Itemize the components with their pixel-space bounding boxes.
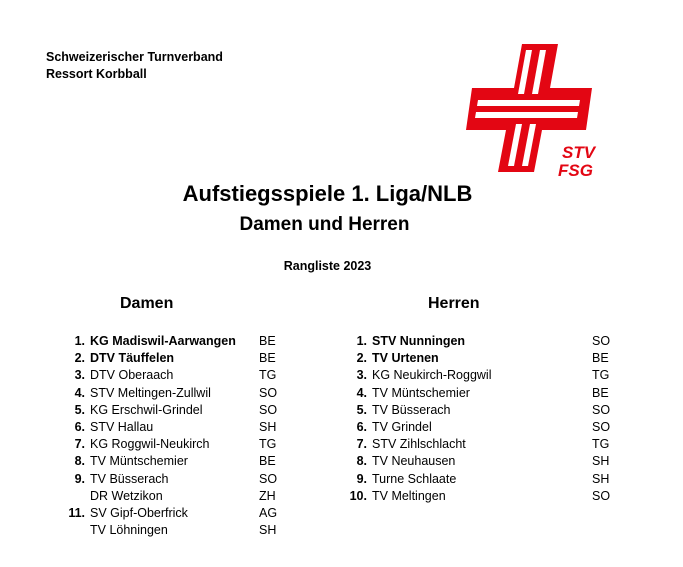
ranking-row <box>49 453 289 470</box>
rank-number: 7. <box>74 437 85 452</box>
organization-name: Schweizerischer Turnverband <box>46 50 223 64</box>
ranking-row <box>331 385 621 402</box>
team-name: STV Hallau <box>90 419 154 434</box>
team-canton: AG <box>259 505 278 520</box>
team-name: TV Neuhausen <box>372 454 456 469</box>
team-name: TV Büsserach <box>372 402 451 417</box>
team-name: TV Büsserach <box>90 471 169 486</box>
rank-number: 1. <box>356 334 367 348</box>
ranking-row <box>331 333 621 350</box>
ranking-row <box>49 350 289 367</box>
ranking-title: Rangliste 2023 <box>283 259 372 273</box>
team-name: Turne Schlaate <box>372 471 457 486</box>
rank-number: 4. <box>356 385 367 400</box>
ranking-row <box>49 367 289 384</box>
ranking-row <box>49 488 289 505</box>
rank-number: 8. <box>74 454 85 469</box>
ranking-row <box>331 350 621 367</box>
ranking-row <box>331 453 621 470</box>
herren-ranking-list <box>331 333 621 505</box>
team-canton: SH <box>259 523 277 538</box>
rank-number: 10. <box>349 488 367 503</box>
team-name: KG Madiswil-Aarwangen <box>90 334 236 348</box>
team-canton: BE <box>592 351 609 366</box>
rank-number: 8. <box>356 454 367 469</box>
team-name: DTV Täuffelen <box>90 351 175 366</box>
team-canton: TG <box>259 437 277 452</box>
rank-number: 5. <box>74 402 85 417</box>
ranking-row <box>331 402 621 419</box>
ranking-row <box>49 522 289 539</box>
rank-number: 5. <box>356 402 367 417</box>
ranking-row <box>49 402 289 419</box>
organization-department: Ressort Korbball <box>46 67 147 81</box>
team-name: DR Wetzikon <box>90 488 163 503</box>
team-canton: SH <box>592 454 610 469</box>
ranking-row <box>331 419 621 436</box>
rank-number: 2. <box>74 351 85 366</box>
rank-number: 6. <box>74 419 85 434</box>
team-name: TV Löhningen <box>90 523 168 538</box>
ranking-row <box>331 367 621 384</box>
rank-number: 7. <box>356 437 367 452</box>
rank-number: 3. <box>356 368 367 383</box>
team-name: KG Roggwil-Neukirch <box>90 437 210 452</box>
ranking-row <box>49 505 289 522</box>
team-name: TV Müntschemier <box>90 454 188 469</box>
ranking-row <box>49 471 289 488</box>
ranking-row <box>49 419 289 436</box>
rank-number: 6. <box>356 419 367 434</box>
team-canton: SO <box>592 402 611 417</box>
team-canton: BE <box>259 334 276 348</box>
team-name: TV Meltingen <box>372 488 446 503</box>
ranking-row <box>49 333 289 350</box>
ranking-row <box>49 385 289 402</box>
ranking-row <box>331 488 621 505</box>
team-canton: BE <box>592 385 609 400</box>
team-canton: TG <box>592 368 610 383</box>
page-title: Aufstiegsspiele 1. Liga/NLB <box>182 181 473 206</box>
team-canton: SO <box>259 402 278 417</box>
team-name: TV Müntschemier <box>372 385 470 400</box>
logo-text-fsg: FSG <box>558 161 593 180</box>
team-canton: ZH <box>259 488 276 503</box>
stv-fsg-logo <box>462 44 600 180</box>
team-name: KG Erschwil-Grindel <box>90 402 203 417</box>
rank-number: 2. <box>356 351 367 366</box>
team-name: TV Urtenen <box>372 351 439 366</box>
team-name: STV Nunningen <box>372 334 466 348</box>
team-canton: SO <box>259 471 278 486</box>
team-canton: SO <box>592 488 611 503</box>
team-canton: SO <box>259 385 278 400</box>
herren-heading: Herren <box>428 295 480 312</box>
team-canton: TG <box>259 368 277 383</box>
team-canton: TG <box>592 437 610 452</box>
team-canton: SH <box>259 419 277 434</box>
organization-header <box>46 49 223 83</box>
team-canton: BE <box>259 351 276 366</box>
team-canton: SH <box>592 471 610 486</box>
logo-text-stv: STV <box>562 143 596 162</box>
team-canton: SO <box>592 334 611 348</box>
damen-heading: Damen <box>120 295 174 312</box>
team-name: STV Zihlschlacht <box>372 437 466 452</box>
team-canton: SO <box>592 419 611 434</box>
ranking-row <box>331 471 621 488</box>
rank-number: 1. <box>74 334 85 348</box>
team-canton: BE <box>259 454 276 469</box>
damen-ranking-list <box>49 333 289 539</box>
rank-number: 11. <box>68 505 85 520</box>
page-subtitle: Damen und Herren <box>239 214 410 235</box>
ranking-row <box>49 436 289 453</box>
rank-number: 9. <box>356 471 367 486</box>
team-name: DTV Oberaach <box>90 368 174 383</box>
team-name: SV Gipf-Oberfrick <box>90 505 188 520</box>
rank-number: 9. <box>74 471 85 486</box>
rank-number: 4. <box>74 385 85 400</box>
team-name: TV Grindel <box>372 419 432 434</box>
ranking-row <box>331 436 621 453</box>
team-name: KG Neukirch-Roggwil <box>372 368 492 383</box>
rank-number: 3. <box>74 368 85 383</box>
team-name: STV Meltingen-Zullwil <box>90 385 211 400</box>
